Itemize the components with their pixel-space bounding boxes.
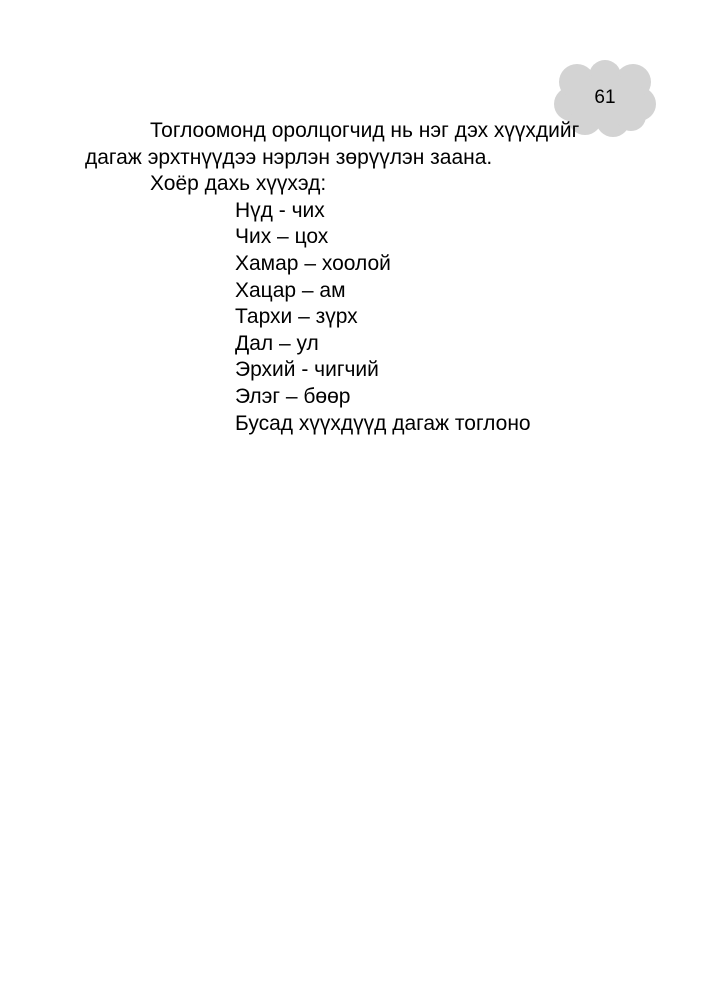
second-child-heading: Хоёр дахь хүүхэд: (150, 172, 327, 196)
list-item: Бусад хүүхдүүд дагаж тоглоно (235, 411, 531, 435)
list-item: Хацар – ам (235, 278, 346, 302)
list-item: Дал – ул (235, 331, 319, 355)
list-item: Элэг – бөөр (235, 384, 351, 408)
list-item: Хамар – хоолой (235, 251, 391, 275)
list-item: Чих – цох (235, 225, 329, 249)
list-item: Нүд - чих (235, 198, 325, 222)
list-item: Тархи – зүрх (235, 305, 358, 329)
body-text (85, 118, 605, 437)
body-part-pairs-list (85, 198, 605, 437)
list-item: Эрхий - чигчий (235, 358, 379, 382)
intro-paragraph: Тоглоомонд оролцогчид нь нэг дэх хүүхдийг дагаж эрхтнүүдээ нэрлэн зөрүүлэн заана. (85, 119, 580, 169)
page-number: 61 (594, 87, 616, 108)
